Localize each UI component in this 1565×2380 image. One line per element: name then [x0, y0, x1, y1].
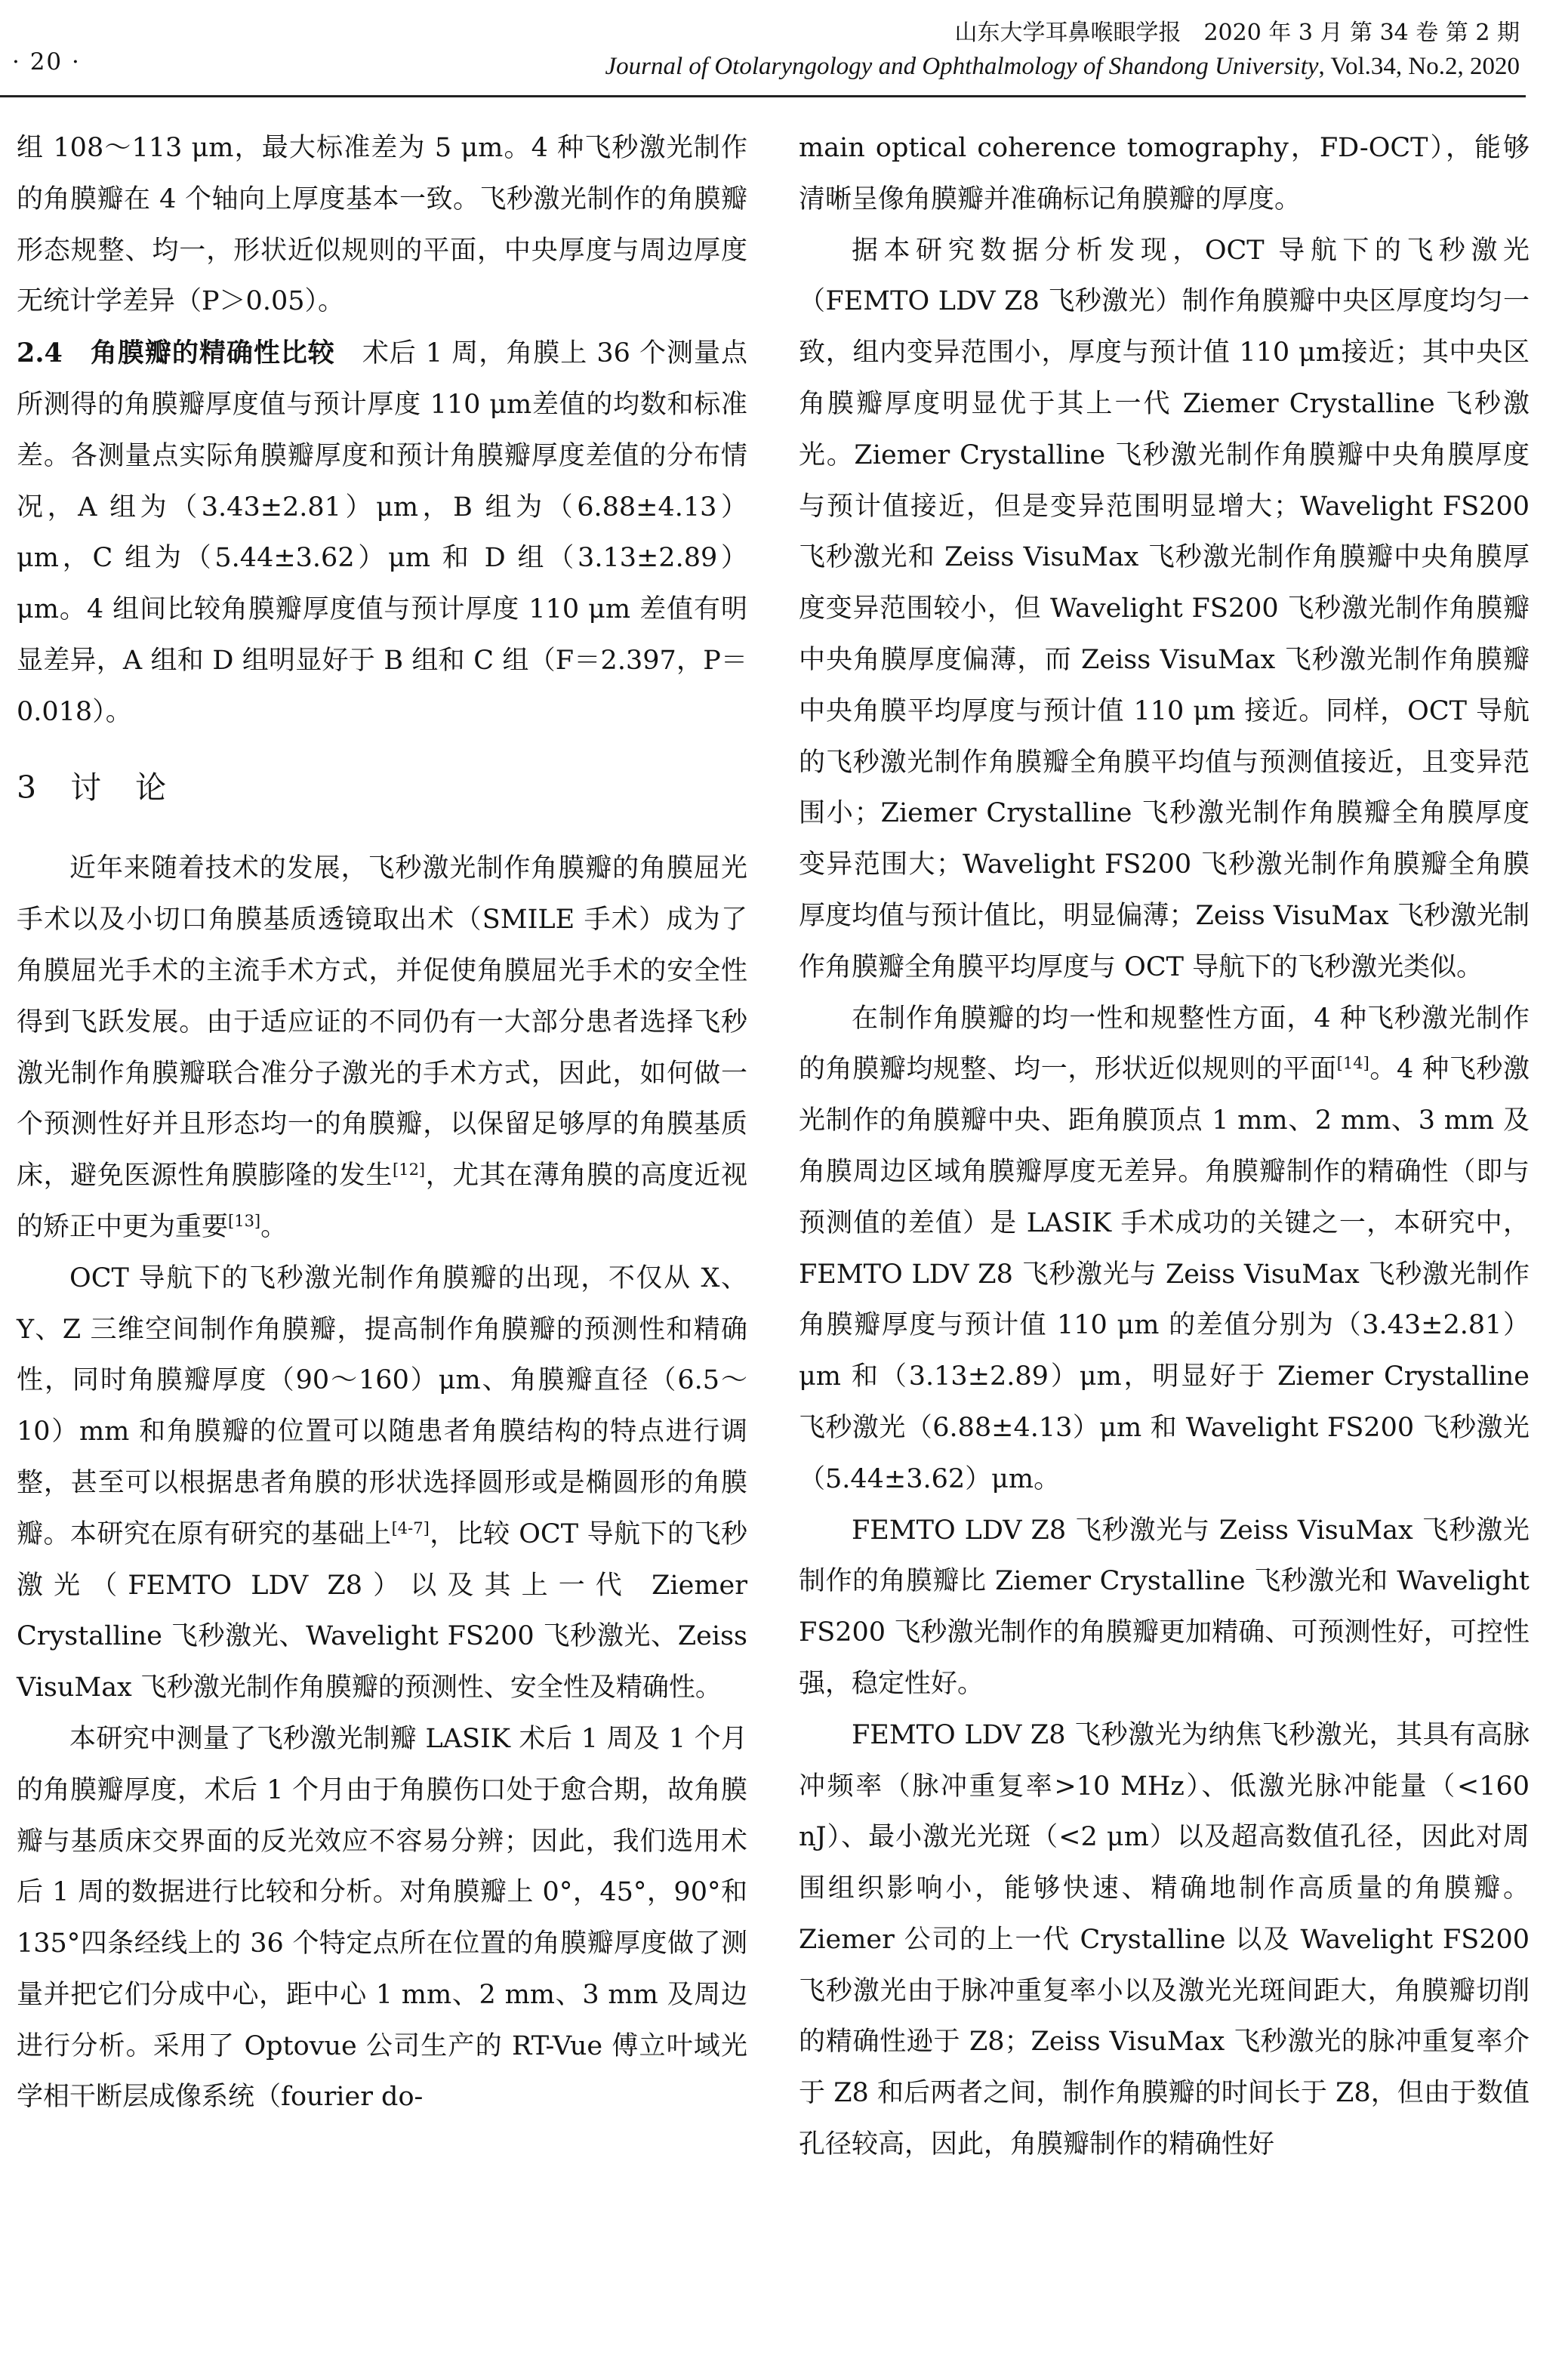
section-heading-discussion	[17, 763, 747, 814]
section-title: 讨 论	[70, 769, 168, 806]
subsection-number: 2.4	[17, 338, 63, 369]
paragraph-discussion-2	[17, 1253, 747, 1714]
text-run: 在制作角膜瓣的均一性和规整性方面，4 种飞秒激光制作的角膜瓣均规整、均一，形状近似规则的平面	[799, 1003, 1530, 1085]
paragraph-results-intro: 组 108～113 μm，最大标准差为 5 μm。4 种飞秒激光制作的角膜瓣在 4 个轴向上厚度基本一致。飞秒激光制作的角膜瓣形态规整、均一，形状近似规则的平面，中央厚度与周边厚度无统计学差异（P＞0.05）。	[17, 133, 747, 317]
section-number: 3	[17, 769, 39, 806]
text-run: ，尤其在薄角膜的高度近视的矫正中更为重要	[17, 1161, 747, 1242]
text-run: 。4 种飞秒激光制作的角膜瓣中央、距角膜顶点 1 mm、2 mm、3 mm 及角膜周边区域角膜瓣厚度无差异。角膜瓣制作的精确性（即与预测值的差值）是 LASIK 手术成功的关键之一，本研究中，FEMTO LDV Z8 飞秒激光与 Zeiss VisuMax 飞秒激光制作角膜瓣厚度与预计值 110 μm 的差值分别为（3.43±2.81）μm 和（3.13±2.89）μm，明显好于 Ziemer Crystalline 飞秒激光（6.88±4.13）μm 和 Wavelight FS200 飞秒激光（5.44±3.62）μm。	[799, 1054, 1530, 1494]
citation-12: [12]	[393, 1161, 426, 1179]
header-rule	[0, 95, 1526, 97]
page-number: · 20 ·	[12, 48, 81, 76]
text-run: 近年来随着技术的发展，飞秒激光制作角膜瓣的角膜屈光手术以及小切口角膜基质透镜取出术（SMILE 手术）成为了角膜屈光手术的主流手术方式，并促使角膜屈光手术的安全性得到飞跃发展。由于适应证的不同仍有一大部分患者选择飞秒激光制作角膜瓣联合准分子激光的手术方式，因此，如何做一个预测性好并且形态均一的角膜瓣，以保留足够厚的角膜基质床，避免医源性角膜膨隆的发生	[17, 853, 747, 1192]
citation-13: [13]	[228, 1211, 261, 1230]
paragraph-continued: main optical coherence tomography，FD-OCT），能够清晰呈像角膜瓣并准确标记角膜瓣的厚度。	[799, 133, 1530, 214]
left-column	[17, 123, 747, 2123]
subsection-text: 术后 1 周，角膜上 36 个测量点所测得的角膜瓣厚度值与预计厚度 110 μm差值的均数和标准差。各测量点实际角膜瓣厚度和预计角膜瓣厚度差值的分布情况，A 组为（3.43±2.81）μm，B 组为（6.88±4.13）μm，C 组为（5.44±3.62）μm 和 D 组（3.13±2.89）μm。4 组间比较角膜瓣厚度值与预计厚度 110 μm 差值有明显差异，A 组和 D 组明显好于 B 组和 C 组（F＝2.397，P＝0.018）。	[17, 338, 747, 727]
citation-4-7: [4-7]	[391, 1518, 430, 1537]
paragraph-discussion-6: FEMTO LDV Z8 飞秒激光与 Zeiss VisuMax 飞秒激光制作的角膜瓣比 Ziemer Crystalline 飞秒激光和 Wavelight FS200 飞秒激光制作的角膜瓣更加精确、可预测性好，可控性强，稳定性好。	[799, 1515, 1530, 1699]
paragraph-discussion-1	[17, 843, 747, 1253]
paragraph-discussion-5	[799, 994, 1530, 1506]
journal-title-cn: 山东大学耳鼻喉眼学报 2020 年 3 月 第 34 卷 第 2 期	[954, 20, 1520, 46]
journal-volume: , Vol.34, No.2, 2020	[1318, 53, 1520, 80]
text-run: ，比较 OCT 导航下的飞秒激光（FEMTO LDV Z8）以及其上一代 Ziemer Crystalline 飞秒激光、Wavelight FS200 飞秒激光、Zeiss VisuMax 飞秒激光制作角膜瓣的预测性、安全性及精确性。	[17, 1518, 747, 1703]
text-run: 。	[260, 1211, 288, 1242]
paragraph-discussion-3: 本研究中测量了飞秒激光制瓣 LASIK 术后 1 周及 1 个月的角膜瓣厚度，术后 1 个月由于角膜伤口处于愈合期，故角膜瓣与基质床交界面的反光效应不容易分辨；因此，我们选用术后 1 周的数据进行比较和分析。对角膜瓣上 0°，45°，90°和 135°四条经线上的 36 个特定点所在位置的角膜瓣厚度做了测量并把它们分成中心，距中心 1 mm、2 mm、3 mm 及周边进行分析。采用了 Optovue 公司生产的 RT-Vue 傅立叶域光学相干断层成像系统（fourier do-	[17, 1723, 747, 2113]
running-header	[605, 17, 1520, 83]
journal-title-en	[605, 50, 1520, 83]
citation-14: [14]	[1336, 1054, 1369, 1073]
journal-name-en: Journal of Otolaryngology and Ophthalmology of Shandong University	[605, 53, 1319, 80]
subsection-title: 角膜瓣的精确性比较	[90, 338, 335, 369]
subsection-2-4	[17, 328, 747, 738]
paragraph-discussion-7: FEMTO LDV Z8 飞秒激光为纳焦飞秒激光，其具有高脉冲频率（脉冲重复率>10 MHz）、低激光脉冲能量（<160 nJ）、最小激光光斑（<2 μm）以及超高数值孔径，因此对周围组织影响小，能够快速、精确地制作高质量的角膜瓣。Ziemer 公司的上一代 Crystalline 以及 Wavelight FS200 飞秒激光由于脉冲重复率小以及激光光斑间距大，角膜瓣切削的精确性逊于 Z8；Zeiss VisuMax 飞秒激光的脉冲重复率介于 Z8 和后两者之间，制作角膜瓣的时间长于 Z8，但由于数值孔径较高，因此，角膜瓣制作的精确性好	[799, 1719, 1530, 2160]
text-run: OCT 导航下的飞秒激光制作角膜瓣的出现，不仅从 X、Y、Z 三维空间制作角膜瓣，提高制作角膜瓣的预测性和精确性，同时角膜瓣厚度（90～160）μm、角膜瓣直径（6.5～10）mm 和角膜瓣的位置可以随患者角膜结构的特点进行调整，甚至可以根据患者角膜的形状选择圆形或是椭圆形的角膜瓣。本研究在原有研究的基础上	[17, 1262, 747, 1549]
paragraph-discussion-4: 据本研究数据分析发现，OCT 导航下的飞秒激光（FEMTO LDV Z8 飞秒激光）制作角膜瓣中央区厚度均匀一致，组内变异范围小，厚度与预计值 110 μm接近；其中央区角膜瓣厚度明显优于其上一代 Ziemer Crystalline 飞秒激光。Ziemer Crystalline 飞秒激光制作角膜瓣中央角膜厚度与预计值接近，但是变异范围明显增大；Wavelight FS200 飞秒激光和 Zeiss VisuMax 飞秒激光制作角膜瓣中央角膜厚度变异范围较小，但 Wavelight FS200 飞秒激光制作角膜瓣中央角膜厚度偏薄，而 Zeiss VisuMax 飞秒激光制作角膜瓣中央角膜平均厚度与预计值 110 μm 接近。同样，OCT 导航的飞秒激光制作角膜瓣全角膜平均值与预测值接近，且变异范围小；Ziemer Crystalline 飞秒激光制作角膜瓣全角膜厚度变异范围大；Wavelight FS200 飞秒激光制作角膜瓣全角膜厚度均值与预计值比，明显偏薄；Zeiss VisuMax 飞秒激光制作角膜瓣全角膜平均厚度与 OCT 导航下的飞秒激光类似。	[799, 235, 1530, 982]
right-column	[799, 123, 1530, 2171]
